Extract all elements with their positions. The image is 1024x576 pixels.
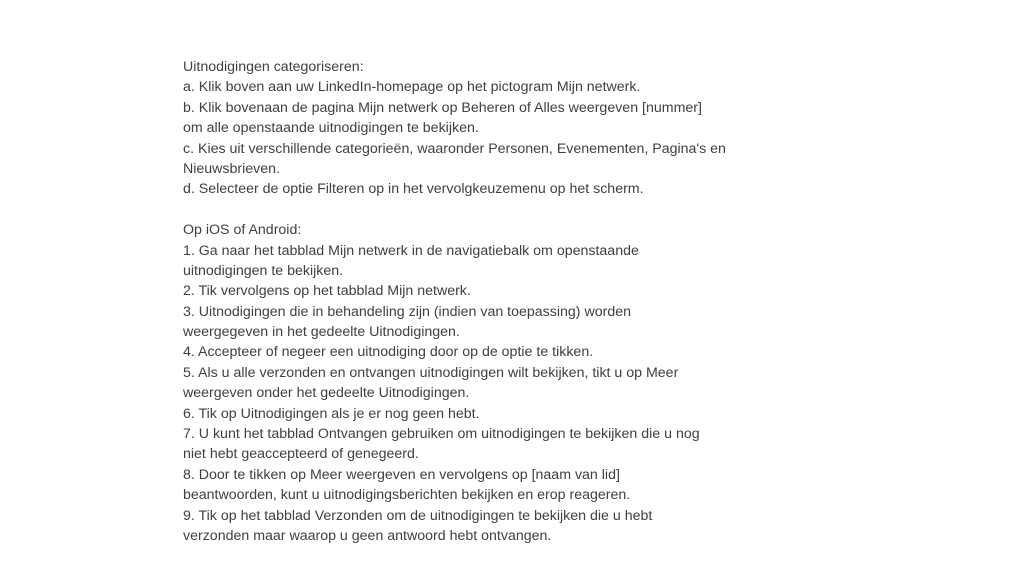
text-line: c. Kies uit verschillende categorieën, waaronder Personen, Evenementen, Pagina's en (183, 140, 726, 157)
text-line: 9. Tik op het tabblad Verzonden om de uitnodigingen te bekijken die u hebt (183, 507, 653, 524)
text-line: d. Selecteer de optie Filteren op in het vervolgkeuzemenu op het scherm. (183, 181, 644, 198)
text-line: beantwoorden, kunt u uitnodigingsberichten bekijken en erop reageren. (183, 487, 631, 504)
text-line: 4. Accepteer of negeer een uitnodiging door op de optie te tikken. (183, 344, 594, 361)
text-line: 7. U kunt het tabblad Ontvangen gebruiken om uitnodigingen te bekijken die u nog (183, 426, 700, 443)
section-heading-ios-android: Op iOS of Android: (183, 222, 302, 239)
text-line: Nieuwsbrieven. (183, 160, 280, 177)
text-line: 3. Uitnodigingen die in behandeling zijn (indien van toepassing) worden (183, 303, 632, 320)
text-line: 2. Tik vervolgens op het tabblad Mijn netwerk. (183, 283, 471, 300)
text-line: 8. Door te tikken op Meer weergeven en vervolgens op [naam van lid] (183, 466, 620, 483)
text-line: b. Klik bovenaan de pagina Mijn netwerk op Beheren of Alles weergeven [nummer] (183, 99, 702, 116)
text-line: weergegeven in het gedeelte Uitnodigingen. (183, 324, 460, 341)
slide-text-body (183, 57, 783, 546)
blank-line (183, 200, 783, 220)
text-line: uitnodigingen te bekijken. (183, 262, 344, 279)
text-line: verzonden maar waarop u geen antwoord hebt ontvangen. (183, 527, 552, 544)
text-line: 1. Ga naar het tabblad Mijn netwerk in de navigatiebalk om openstaande (183, 242, 639, 259)
section-heading-categorize: Uitnodigingen categoriseren: (183, 59, 364, 75)
text-line: 5. Als u alle verzonden en ontvangen uitnodigingen wilt bekijken, tikt u op Meer (183, 364, 679, 381)
text-line: weergeven onder het gedeelte Uitnodigingen. (183, 385, 470, 402)
text-line: niet hebt geaccepteerd of genegeerd. (183, 446, 419, 463)
text-line: a. Klik boven aan uw LinkedIn-homepage op het pictogram Mijn netwerk. (183, 79, 641, 96)
text-line: om alle openstaande uitnodigingen te bekijken. (183, 120, 479, 137)
text-line: 6. Tik op Uitnodigingen als je er nog geen hebt. (183, 405, 480, 422)
